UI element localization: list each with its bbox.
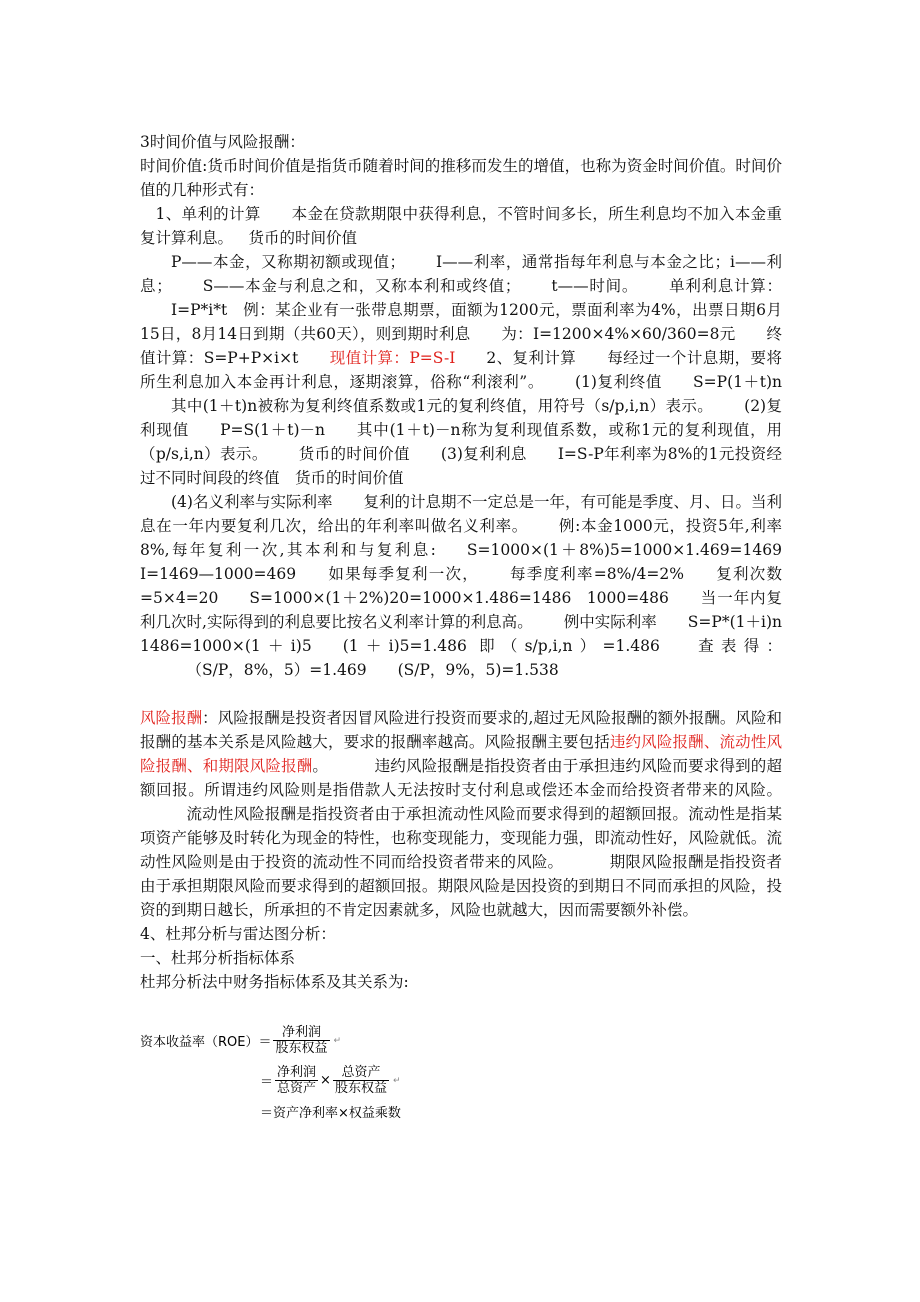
text-effective-label: 例中实际利率: [563, 613, 657, 631]
fraction-net-profit-equity: [273, 1026, 329, 1055]
fraction-denominator: 股东权益: [334, 1081, 387, 1096]
paragraph-interest-formulas: [140, 250, 782, 490]
text-liquidity-risk: 流动性风险报酬是指投资者由于承担流动性风险而要求得到的超额回报。流动性是指某项资产能够及时转化为现金的特性，也称变现能力，变现能力强，即流动性好，风险就低。流动性风险则是由于投资的流动性不同而给投资者带来的风险。: [140, 805, 782, 871]
text-compound-fv-formula: S=P(1＋t)n: [693, 373, 782, 391]
text-effective-eq1: 1486=1000×(1＋i)5: [140, 637, 312, 655]
text-nominal-title: (4)名义利率与实际利率: [171, 493, 333, 511]
text-effective-eq2: (1＋i)5=1.486: [342, 637, 467, 655]
text-time-value-ref: 货币的时间价值: [248, 229, 358, 247]
text-t-time: t——时间。: [551, 277, 639, 295]
text-nominal-i: I=1469—1000=469: [140, 565, 297, 583]
text-simple-calc-label: 单利利息计算：: [669, 277, 782, 295]
text-risk-premium-types: 违约风险报酬、流动性风险报酬、和期限风险报酬: [140, 733, 782, 775]
text-lookup-8: （S/P，8%，5）=1.469: [186, 661, 367, 679]
text-effective-eq3: 即（s/p,i,n）=1.486: [479, 637, 660, 655]
formula-row-decomposition: [260, 1066, 401, 1095]
text-i-interest: i——利息；: [140, 253, 782, 295]
text-present-value: 现值计算：P=S-I: [329, 349, 456, 367]
formula-row-roe: [140, 1026, 341, 1055]
text-quarterly-rate: 每季度利率=8%/4=2%: [510, 565, 684, 583]
text-effective-formula: S=P*(1＋i)n: [687, 613, 782, 631]
fraction-assets-equity: [333, 1066, 389, 1095]
formula-row-result: [260, 1102, 401, 1121]
paragraph-simple-interest: [140, 202, 782, 250]
text-p-principal: P——本金，又称期初额或现值；: [171, 253, 406, 271]
text-lookup-label: 查表得：: [690, 637, 782, 655]
text-example-result: 为：I=1200×4%×60/360=8元: [501, 325, 736, 343]
text-compound-pv-title: (2)复利现值: [140, 397, 782, 439]
text-simple-interest-desc: 本金在贷款期限中获得利息，不管时间多长，所生利息均不加入本金重复计算利息。: [140, 205, 782, 247]
fraction-denominator: 股东权益: [275, 1041, 328, 1056]
text-example-note: 例：某企业有一张带息期票，面额为1200元，票面利率为4%，出票日期6月15日，8月14日到期（共60天），则到期时利息: [140, 301, 782, 343]
paragraph-risk-premium: [140, 706, 782, 922]
text-compound-interest-title: (3)复利利息: [440, 445, 527, 463]
text-s-sum: S——本金与利息之和，又称本利和或终值；: [202, 277, 521, 295]
fraction-numerator: 总资产: [341, 1065, 381, 1080]
text-lookup-9: (S/P，9%，5)=1.538: [397, 661, 559, 679]
text-nominal-example: 例:本金1000元，投资5年,利率8%,每年复利一次,其本利和与复利息:: [140, 517, 782, 559]
text-dupont-intro: 杜邦分析法中财务指标体系及其关系为:: [140, 973, 409, 991]
text-risk-premium-desc: ：风险报酬是投资者因冒风险进行投资而要求的,超过无风险报酬的额外报酬。风险和报酬的基本关系是风险越大，要求的报酬率越高。风险报酬主要包括: [140, 709, 782, 751]
section-heading-time-value: 3时间价值与风险报酬：: [140, 133, 305, 151]
fraction-numerator: 净利润: [277, 1065, 317, 1080]
text-effective-note: 当一年内复利几次时,实际得到的利息要比按名义利率计算的利息高。: [140, 589, 782, 631]
text-nominal-s: S=1000×(1＋8%)5=1000×1.469=1469: [466, 541, 782, 559]
subheading-dupont-system: 一、杜邦分析指标体系: [140, 949, 296, 967]
text-future-value: 终值计算：S=P+P×i×t: [140, 325, 782, 367]
text-i-rate: I——利率，通常指每年利息与本金之比；: [436, 253, 730, 271]
text-maturity-risk: 期限风险报酬是指投资者由于承担期限风险而要求得到的超额回报。期限风险是因投资的到期日不同而承担的风险，投资的到期日越长，所承担的不肯定因素就多，风险也就越大，因而需要额外补偿。: [140, 853, 782, 919]
document-body: [140, 130, 782, 994]
text-compound-times: 复利次数=5×4=20: [140, 565, 782, 607]
text-compound-title: 2、复利计算: [486, 349, 577, 367]
text-risk-premium-label: 风险报酬: [140, 709, 203, 727]
text-compound-desc: 每经过一个计息期，要将所生利息加入本金再计利息，逐期滚算，俗称“利滚利”。: [140, 349, 782, 391]
paragraph-time-value-definition: 时间价值:货币时间价值是指货币随着时间的推移而发生的增值，也称为资金时间价值。时间价值的几种形式有：: [140, 157, 782, 199]
text-risk-period: 。: [312, 757, 329, 775]
section-heading-dupont: 4、杜邦分析与雷达图分析：: [140, 925, 336, 943]
return-mark: ↵: [392, 1075, 401, 1086]
dupont-formula: [140, 1026, 540, 1126]
formula-equals: ＝: [260, 1075, 274, 1090]
text-quarterly-i: 1000=486: [586, 589, 669, 607]
paragraph-nominal-rate: [140, 490, 782, 682]
text-nominal-desc: 复利的计息期不一定总是一年，有可能是季度、月、日。当利息在一年内要复利几次，给出的年利率叫做名义利率。: [140, 493, 782, 535]
text-time-value-ref-2: 货币的时间价值: [298, 445, 410, 463]
text-compound-pv-formula: P=S(1＋t)－n: [220, 421, 325, 439]
formula-result: ＝资产净利率×权益乘数: [260, 1106, 401, 1121]
text-simple-formula: I=P*i*t: [171, 301, 228, 319]
text-compound-pv-desc: 其中(1＋t)－n称为复利现值系数，或称1元的复利现值，用（p/s,i,n）表示。: [140, 421, 782, 463]
text-compound-fv-title: (1)复利终值: [574, 373, 663, 391]
text-compound-fv-desc: 其中(1＋t)n被称为复利终值系数或1元的复利终值，用符号（s/p,i,n）表示。: [171, 397, 714, 415]
blank-line: [140, 682, 782, 706]
text-fv-table-note: 年利率为8%的1元投资经过不同时间段的终值: [140, 445, 782, 487]
return-mark: ↵: [333, 1035, 342, 1046]
text-default-risk: 违约风险报酬是指投资者由于承担违约风险而要求得到的超额回报。所谓违约风险则是指借款人无法按时支付利息或偿还本金而给投资者带来的风险。: [140, 757, 782, 799]
text-time-value-ref-3: 货币的时间价值: [295, 469, 404, 487]
formula-times: ×: [320, 1073, 331, 1088]
fraction-numerator: 净利润: [281, 1025, 321, 1040]
fraction-denominator: 总资产: [277, 1081, 317, 1096]
formula-roe-label: 资本收益率（ROE）＝: [140, 1035, 272, 1050]
fraction-net-profit-assets: [275, 1066, 318, 1095]
text-quarterly: 如果每季复利一次，: [327, 565, 480, 583]
text-simple-interest-title: 1、单利的计算: [155, 205, 261, 223]
text-compound-interest-formula: I=S-P: [557, 445, 604, 463]
text-quarterly-s: S=1000×(1＋2%)20=1000×1.486=1486: [249, 589, 572, 607]
